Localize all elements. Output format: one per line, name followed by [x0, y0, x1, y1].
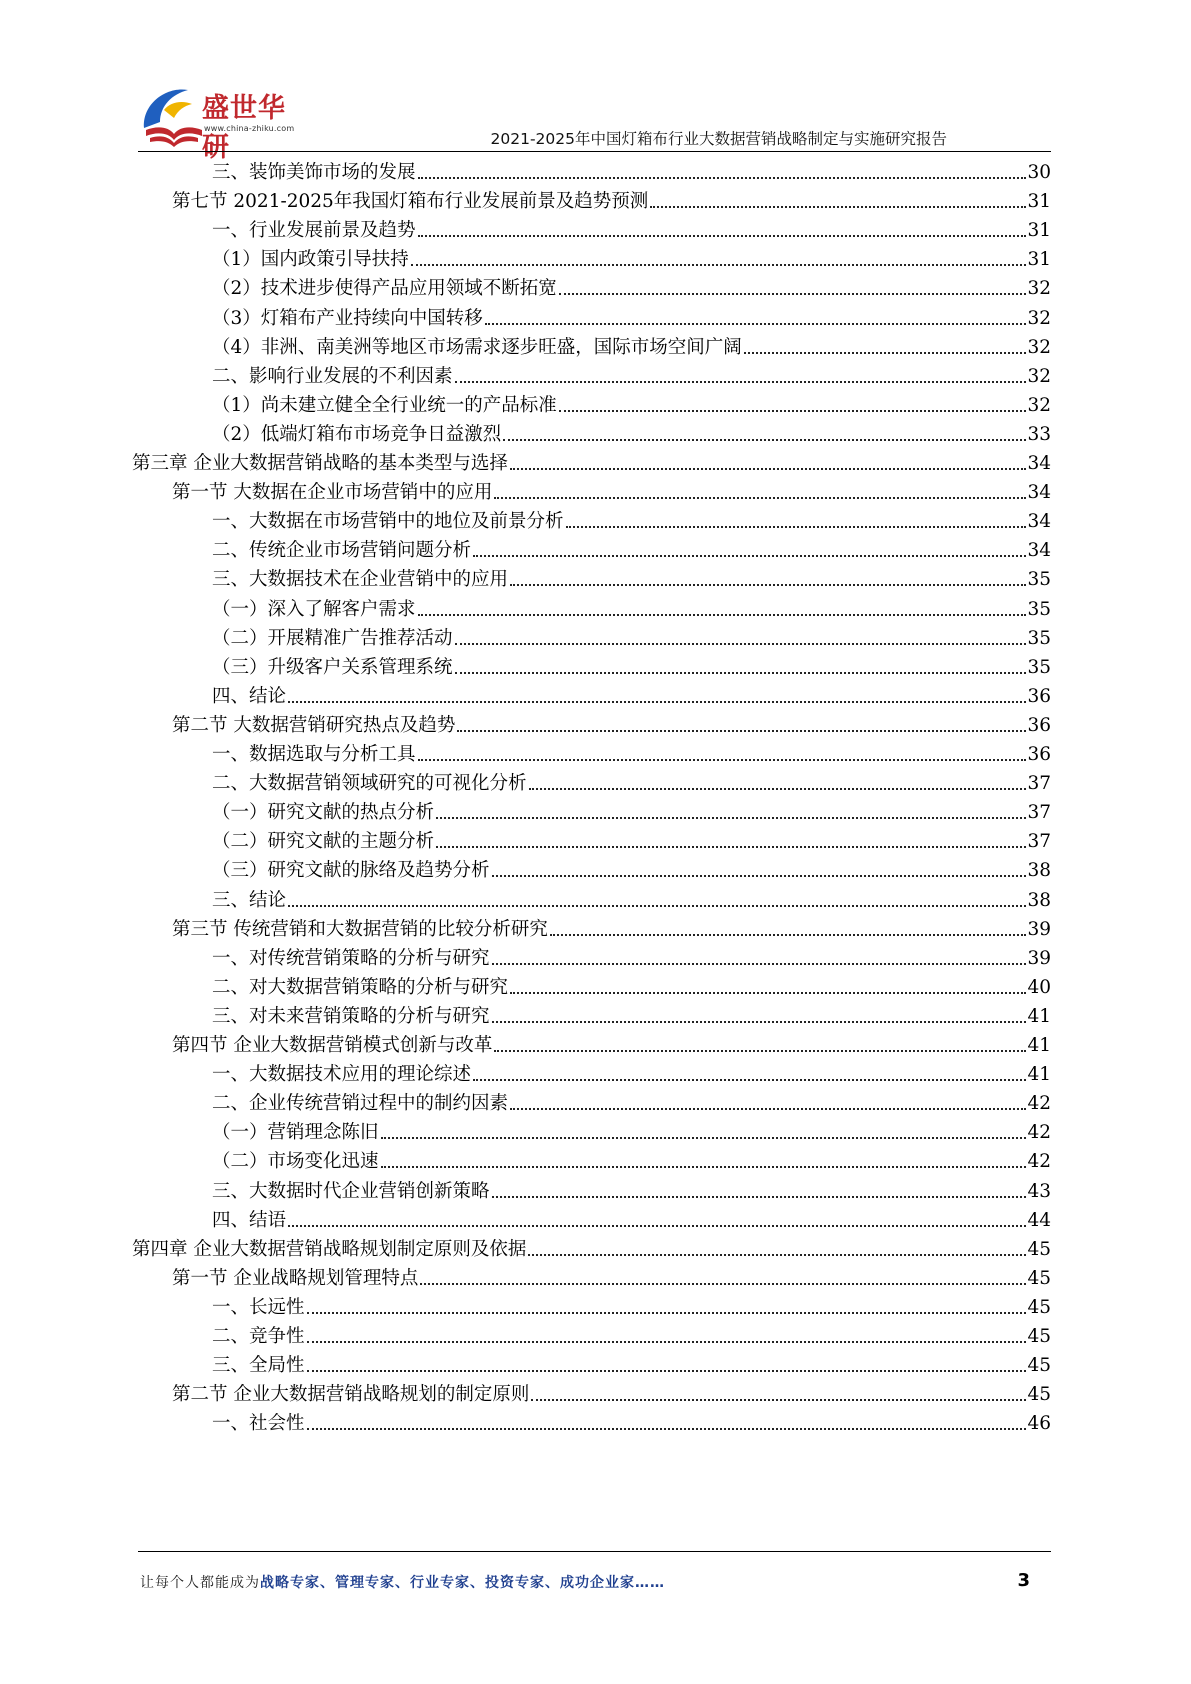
toc-leader-dots — [559, 293, 1027, 295]
toc-entry-page: 42 — [1027, 1093, 1051, 1115]
toc-entry-page: 31 — [1027, 249, 1051, 271]
toc-entry-label: 二、对大数据营销策略的分析与研究 — [212, 976, 509, 998]
toc-entry[interactable] — [212, 1179, 1051, 1205]
toc-entry-page: 42 — [1027, 1122, 1051, 1144]
toc-entry-page: 34 — [1027, 453, 1051, 474]
toc-entry-page: 36 — [1027, 714, 1051, 736]
toc-entry[interactable] — [212, 567, 1051, 593]
toc-entry[interactable] — [212, 597, 1051, 623]
toc-entry[interactable] — [172, 1266, 1051, 1292]
toc-entry[interactable] — [212, 1353, 1051, 1379]
page-footer — [140, 1572, 1030, 1598]
toc-entry-label: 三、对未来营销策略的分析与研究 — [212, 1005, 490, 1027]
toc-entry-label: （二）开展精准广告推荐活动 — [212, 627, 453, 649]
toc-entry[interactable] — [212, 946, 1051, 972]
toc-entry-label: 第三章 企业大数据营销战略的基本类型与选择 — [132, 453, 508, 474]
toc-entry[interactable] — [212, 829, 1051, 855]
toc-leader-dots — [510, 584, 1026, 586]
toc-leader-dots — [307, 1428, 1027, 1430]
toc-leader-dots — [492, 1196, 1027, 1198]
toc-entry-label: （一）深入了解客户需求 — [212, 598, 416, 620]
toc-entry-page: 45 — [1027, 1355, 1051, 1377]
toc-entry-label: （3）灯箱布产业持续向中国转移 — [212, 307, 483, 329]
toc-entry[interactable] — [212, 1411, 1051, 1437]
toc-entry-label: 四、结论 — [212, 685, 287, 707]
toc-entry-label: 第二节 企业大数据营销战略规划的制定原则 — [172, 1384, 530, 1406]
toc-entry[interactable] — [172, 189, 1051, 215]
page-number: 3 — [1017, 1570, 1030, 1591]
toc-entry-label: 二、大数据营销领域研究的可视化分析 — [212, 773, 527, 795]
toc-entry-page: 39 — [1027, 947, 1051, 969]
footer-motto-lead: 让每个人都能成为 — [140, 1575, 260, 1591]
logo-url: www.china-zhiku.com — [204, 124, 295, 133]
toc-entry-page: 35 — [1027, 569, 1051, 591]
toc-entry-page: 41 — [1027, 1064, 1051, 1086]
toc-entry[interactable] — [212, 1324, 1051, 1350]
toc-entry-label: 一、大数据在市场营销中的地位及前景分析 — [212, 511, 564, 533]
toc-entry-page: 37 — [1027, 773, 1051, 795]
toc-leader-dots — [288, 701, 1026, 703]
toc-leader-dots — [510, 992, 1026, 994]
toc-entry-label: 一、长远性 — [212, 1296, 305, 1318]
toc-entry-label: 二、竞争性 — [212, 1326, 305, 1347]
toc-entry[interactable] — [212, 1295, 1051, 1321]
toc-entry-page: 35 — [1027, 656, 1051, 678]
toc-entry-page: 31 — [1027, 220, 1051, 242]
toc-entry-page: 34 — [1027, 511, 1051, 533]
toc-leader-dots — [418, 235, 1027, 237]
toc-leader-dots — [307, 1312, 1027, 1314]
toc-entry-label: 三、结论 — [212, 889, 287, 911]
toc-leader-dots — [381, 1137, 1027, 1139]
toc-leader-dots — [528, 1254, 1026, 1256]
company-logo — [138, 80, 308, 163]
toc-entry[interactable] — [212, 1062, 1051, 1088]
toc-leader-dots — [418, 759, 1027, 761]
toc-entry-page: 32 — [1027, 394, 1051, 416]
toc-entry-page: 32 — [1027, 336, 1051, 358]
toc-leader-dots — [529, 788, 1027, 790]
toc-entry-label: 第四章 企业大数据营销战略规划制定原则及依据 — [132, 1238, 527, 1260]
toc-leader-dots — [418, 177, 1027, 179]
toc-leader-dots — [650, 206, 1026, 208]
toc-entry-page: 38 — [1027, 860, 1051, 882]
toc-entry[interactable] — [212, 975, 1051, 1001]
toc-entry-page: 36 — [1027, 744, 1051, 765]
logo-emblem-icon — [138, 80, 208, 150]
toc-entry-page: 39 — [1027, 918, 1051, 940]
toc-entry-label: 一、大数据技术应用的理论综述 — [212, 1064, 472, 1086]
toc-entry-label: 三、大数据时代企业营销创新策略 — [212, 1180, 490, 1202]
toc-entry-page: 38 — [1027, 889, 1051, 911]
toc-leader-dots — [510, 468, 1027, 470]
toc-entry[interactable] — [172, 1033, 1051, 1059]
toc-entry-label: 三、全局性 — [212, 1355, 305, 1377]
toc-entry[interactable] — [212, 1091, 1051, 1117]
toc-entry-label: 一、数据选取与分析工具 — [212, 744, 416, 765]
footer-motto — [140, 1572, 665, 1592]
toc-entry-page: 41 — [1027, 1005, 1051, 1027]
toc-entry[interactable] — [212, 684, 1051, 710]
toc-entry-page: 36 — [1027, 685, 1051, 707]
toc-entry-label: 二、传统企业市场营销问题分析 — [212, 540, 472, 562]
toc-entry-page: 43 — [1027, 1180, 1051, 1202]
toc-leader-dots — [418, 614, 1027, 616]
toc-entry[interactable] — [212, 306, 1051, 332]
toc-leader-dots — [744, 352, 1027, 354]
toc-entry-label: （一）研究文献的热点分析 — [212, 802, 435, 824]
toc-leader-dots — [492, 875, 1027, 877]
toc-leader-dots — [411, 264, 1027, 266]
toc-entry[interactable] — [212, 1208, 1051, 1234]
toc-entry[interactable] — [212, 742, 1051, 768]
toc-entry-page: 34 — [1027, 540, 1051, 562]
toc-entry[interactable] — [132, 451, 1051, 477]
toc-entry-label: 四、结语 — [212, 1209, 287, 1231]
toc-entry-page: 34 — [1027, 482, 1051, 504]
toc-leader-dots — [436, 817, 1026, 819]
toc-leader-dots — [566, 526, 1027, 528]
toc-entry-page: 35 — [1027, 627, 1051, 649]
toc-entry-label: 三、大数据技术在企业营销中的应用 — [212, 569, 509, 591]
toc-leader-dots — [492, 963, 1027, 965]
toc-entry-label: （4）非洲、南美洲等地区市场需求逐步旺盛，国际市场空间广阔 — [212, 336, 742, 358]
toc-entry[interactable] — [172, 480, 1051, 506]
toc-entry[interactable] — [212, 800, 1051, 826]
toc-entry-label: （三）升级客户关系管理系统 — [212, 656, 453, 678]
toc-entry[interactable] — [212, 422, 1051, 448]
header-divider — [138, 151, 1051, 152]
toc-entry-page: 35 — [1027, 598, 1051, 620]
toc-entry-label: （1）尚未建立健全全行业统一的产品标准 — [212, 394, 557, 416]
toc-leader-dots — [307, 1341, 1027, 1343]
toc-entry-label: 二、影响行业发展的不利因素 — [212, 365, 453, 387]
toc-entry-label: 第一节 大数据在企业市场营销中的应用 — [172, 482, 493, 504]
toc-entry-label: （一）营销理念陈旧 — [212, 1122, 379, 1144]
toc-leader-dots — [455, 643, 1027, 645]
toc-entry-page: 45 — [1027, 1326, 1051, 1347]
toc-entry-label: （二）市场变化迅速 — [212, 1151, 379, 1173]
toc-entry-label: 一、对传统营销策略的分析与研究 — [212, 947, 490, 969]
toc-entry-label: 第三节 传统营销和大数据营销的比较分析研究 — [172, 918, 548, 940]
toc-entry[interactable] — [172, 1382, 1051, 1408]
toc-entry[interactable] — [212, 160, 1051, 186]
toc-leader-dots — [510, 1108, 1026, 1110]
toc-entry-page: 42 — [1027, 1151, 1051, 1173]
toc-leader-dots — [420, 1283, 1026, 1285]
toc-entry-page: 32 — [1027, 365, 1051, 387]
toc-leader-dots — [531, 1399, 1026, 1401]
footer-motto-roles: 战略专家、管理专家、行业专家、投资专家、成功企业家…… — [260, 1575, 665, 1591]
toc-entry[interactable] — [212, 509, 1051, 535]
toc-entry-page: 45 — [1027, 1384, 1051, 1406]
toc-entry[interactable] — [212, 655, 1051, 681]
toc-entry-page: 46 — [1027, 1413, 1051, 1435]
toc-entry[interactable] — [212, 1004, 1051, 1030]
toc-entry-page: 30 — [1027, 162, 1051, 183]
toc-entry-page: 44 — [1027, 1209, 1051, 1231]
toc-entry-label: （2）低端灯箱布市场竞争日益激烈 — [212, 423, 502, 445]
toc-entry-page: 45 — [1027, 1238, 1051, 1260]
toc-entry[interactable] — [132, 1237, 1051, 1263]
toc-leader-dots — [436, 846, 1026, 848]
toc-entry[interactable] — [212, 364, 1051, 390]
toc-entry-page: 33 — [1027, 423, 1051, 445]
toc-entry[interactable] — [212, 1120, 1051, 1146]
toc-entry[interactable] — [212, 276, 1051, 302]
toc-entry-page: 45 — [1027, 1296, 1051, 1318]
toc-leader-dots — [550, 934, 1027, 936]
toc-entry-page: 40 — [1027, 976, 1051, 998]
toc-entry[interactable] — [172, 917, 1051, 943]
toc-leader-dots — [473, 1079, 1026, 1081]
toc-leader-dots — [455, 381, 1027, 383]
toc-entry-page: 32 — [1027, 307, 1051, 329]
toc-leader-dots — [288, 1225, 1026, 1227]
toc-entry-label: （三）研究文献的脉络及趋势分析 — [212, 860, 490, 882]
toc-leader-dots — [485, 323, 1027, 325]
toc-leader-dots — [288, 905, 1026, 907]
toc-entry[interactable] — [212, 335, 1051, 361]
toc-leader-dots — [455, 672, 1027, 674]
toc-entry-label: 第一节 企业战略规划管理特点 — [172, 1267, 419, 1289]
toc-entry-page: 45 — [1027, 1267, 1051, 1289]
toc-entry-label: 一、社会性 — [212, 1413, 305, 1435]
toc-entry-page: 37 — [1027, 831, 1051, 853]
toc-entry[interactable] — [212, 888, 1051, 914]
toc-entry[interactable] — [212, 218, 1051, 244]
toc-entry-page: 37 — [1027, 802, 1051, 824]
toc-entry-label: （2）技术进步使得产品应用领域不断拓宽 — [212, 278, 557, 300]
toc-leader-dots — [492, 1021, 1027, 1023]
toc-entry-label: 第七节 2021-2025年我国灯箱布行业发展前景及趋势预测 — [172, 191, 649, 213]
toc-entry-label: 三、装饰美饰市场的发展 — [212, 162, 416, 183]
toc-leader-dots — [457, 730, 1026, 732]
toc-entry-label: 第二节 大数据营销研究热点及趋势 — [172, 714, 456, 736]
footer-divider — [138, 1551, 1051, 1552]
toc-leader-dots — [559, 410, 1027, 412]
toc-entry[interactable] — [212, 626, 1051, 652]
toc-leader-dots — [494, 497, 1026, 499]
report-title: 2021-2025年中国灯箱布行业大数据营销战略制定与实施研究报告 — [490, 130, 947, 148]
page-header — [0, 0, 1191, 163]
toc-leader-dots — [503, 439, 1026, 441]
toc-entry-label: 一、行业发展前景及趋势 — [212, 220, 416, 242]
toc-entry-label: 二、企业传统营销过程中的制约因素 — [212, 1093, 509, 1115]
logo-text: 盛世华研 — [202, 93, 286, 163]
toc-entry[interactable] — [212, 538, 1051, 564]
toc-entry-label: 第四节 企业大数据营销模式创新与改革 — [172, 1035, 493, 1056]
toc-leader-dots — [473, 555, 1026, 557]
toc-entry[interactable] — [172, 713, 1051, 739]
toc-entry-page: 31 — [1027, 191, 1051, 213]
toc-entry[interactable] — [212, 858, 1051, 884]
toc-entry-label: （二）研究文献的主题分析 — [212, 831, 435, 853]
toc-entry-page: 32 — [1027, 278, 1051, 300]
toc-leader-dots — [381, 1166, 1027, 1168]
toc-leader-dots — [307, 1370, 1027, 1372]
toc-entry[interactable] — [212, 1149, 1051, 1175]
toc-entry[interactable] — [212, 771, 1051, 797]
toc-entry-label: （1）国内政策引导扶持 — [212, 249, 409, 271]
toc-entry-page: 41 — [1027, 1035, 1051, 1056]
toc-entry[interactable] — [212, 247, 1051, 273]
toc-entry[interactable] — [212, 393, 1051, 419]
toc-leader-dots — [494, 1050, 1026, 1052]
